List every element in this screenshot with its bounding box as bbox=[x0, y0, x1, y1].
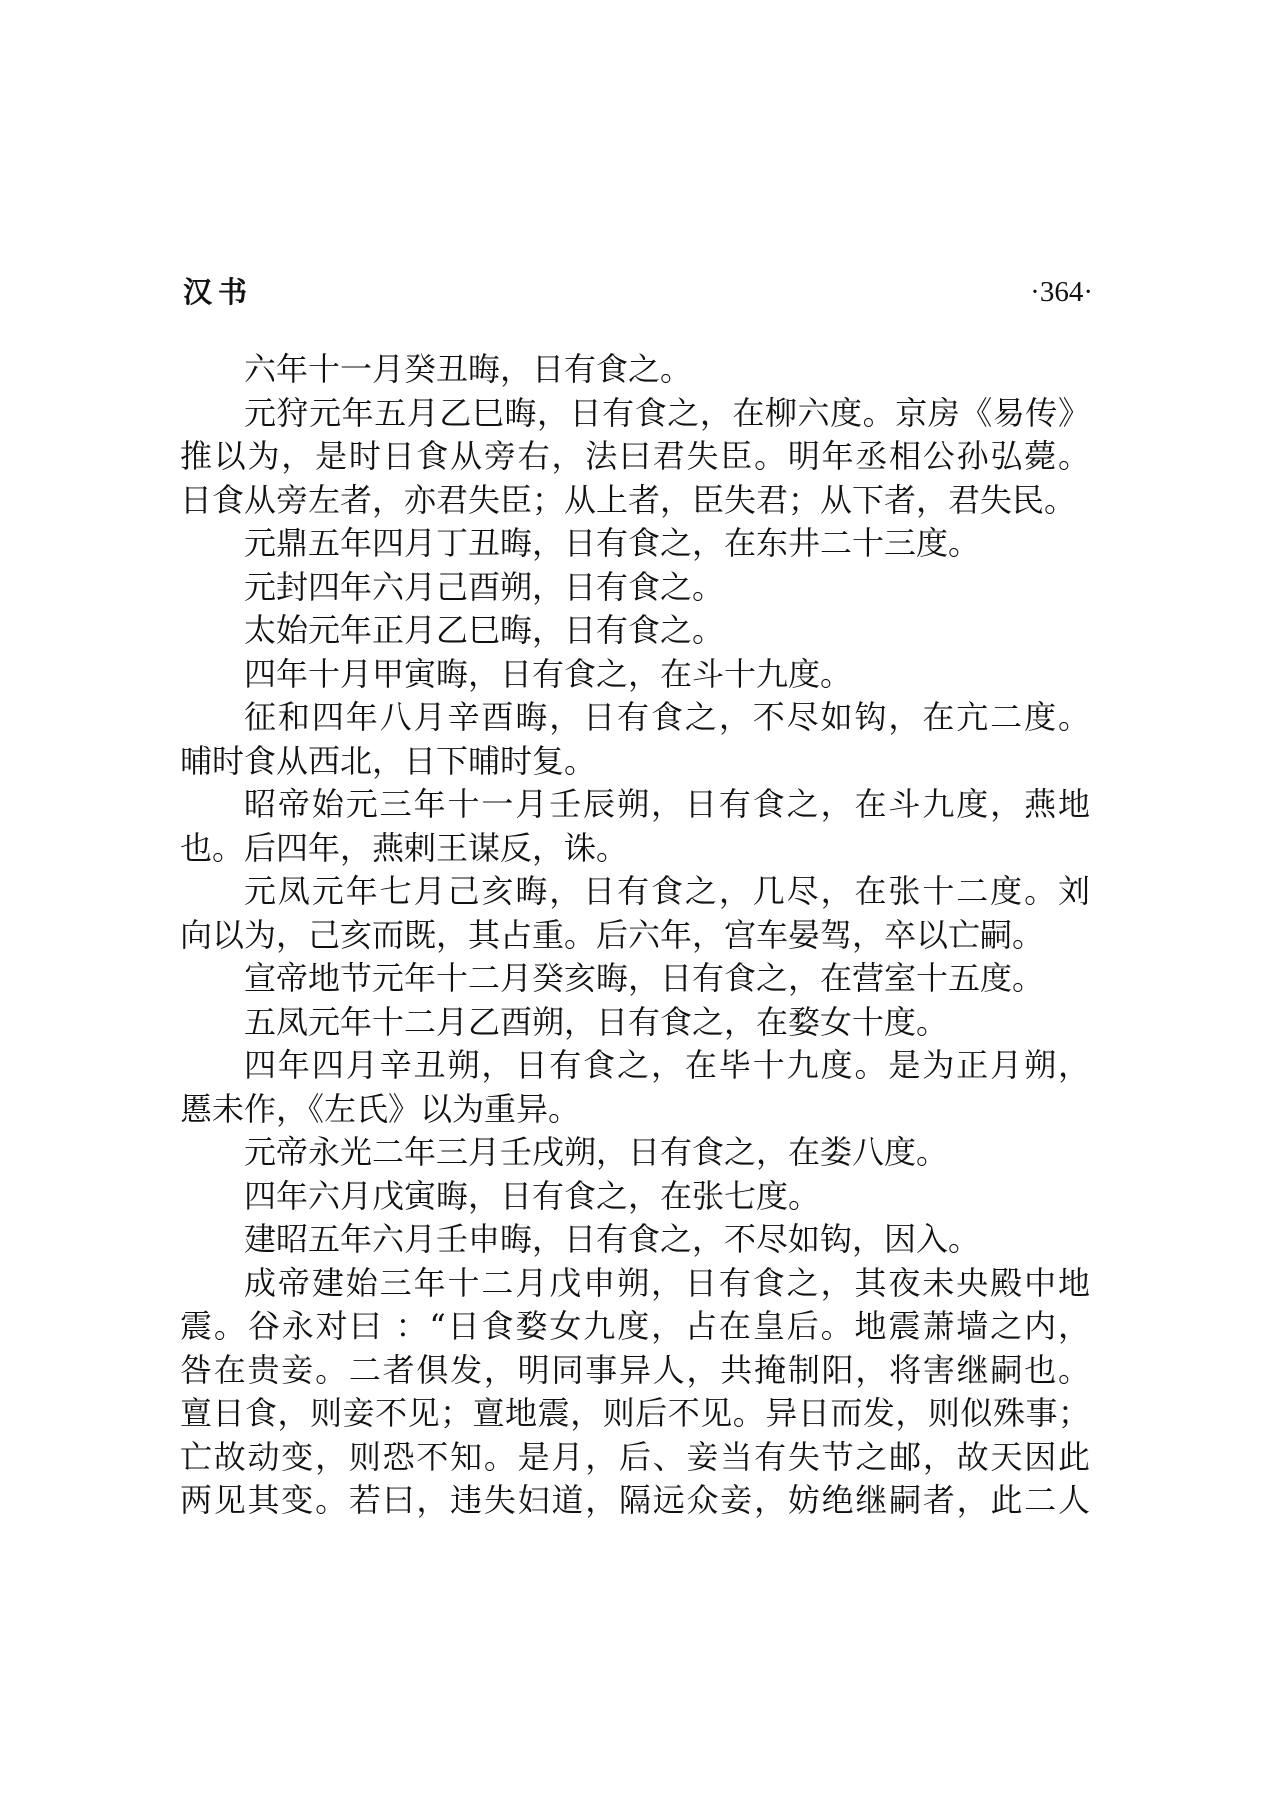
text-line: 四年四月辛丑朔，日有食之，在毕十九度。是为正月朔， bbox=[244, 1046, 1090, 1084]
text-line: 征和四年八月辛酉晦，日有食之，不尽如钩，在亢二度。 bbox=[244, 698, 1090, 736]
text-line: 也。后四年，燕剌王谋反，诛。 bbox=[180, 828, 629, 867]
text-line: 成帝建始三年十二月戊申朔，日有食之，其夜未央殿中地 bbox=[244, 1263, 1090, 1302]
text-line: 亡故动变，则恐不知。是月，后、妾当有失节之邮，故天因此 bbox=[180, 1437, 1090, 1476]
text-line: 六年十一月癸丑晦，日有食之。 bbox=[244, 350, 693, 388]
text-line: 五凤元年十二月乙酉朔，日有食之，在婺女十度。 bbox=[244, 1002, 949, 1041]
text-line: 晡时食从西北，日下晡时复。 bbox=[180, 741, 597, 780]
text-line: 太始元年正月乙巳晦，日有食之。 bbox=[244, 611, 725, 649]
text-line: 四年十月甲寅晦，日有食之，在斗十九度。 bbox=[244, 654, 853, 693]
text-line: 震。谷永对曰 ：“日食婺女九度，占在皇后。地震萧墙之内， bbox=[180, 1307, 1090, 1345]
text-line: 建昭五年六月壬申晦，日有食之，不尽如钩，因入。 bbox=[244, 1220, 981, 1258]
text-line: 日食从旁左者，亦君失臣；从上者，臣失君；从下者，君失民。 bbox=[180, 480, 1077, 519]
book-title: 汉书 bbox=[183, 275, 254, 309]
text-line: 昭帝始元三年十一月壬辰朔，日有食之，在斗九度，燕地 bbox=[244, 785, 1090, 823]
body-text bbox=[180, 348, 1090, 1523]
text-line: 两见其变。若曰，违失妇道，隔远众妾，妨绝继嗣者，此二人 bbox=[180, 1481, 1090, 1519]
text-line: 咎在贵妾。二者俱发，明同事异人，共掩制阳，将害继嗣也。 bbox=[180, 1350, 1090, 1389]
text-line: 宣帝地节元年十二月癸亥晦，日有食之，在营室十五度。 bbox=[244, 959, 1045, 997]
text-line: 元凤元年七月己亥晦，日有食之，几尽，在张十二度。刘 bbox=[244, 872, 1090, 910]
page-number: ·364· bbox=[1030, 276, 1093, 308]
text-line: 元帝永光二年三月壬戌朔，日有食之，在娄八度。 bbox=[244, 1133, 949, 1171]
text-line: 元狩元年五月乙巳晦，日有食之，在柳六度。京房《易传》 bbox=[244, 393, 1090, 432]
text-line: 推以为，是时日食从旁右，法曰君失臣。明年丞相公孙弘薨。 bbox=[180, 437, 1090, 475]
text-line: 四年六月戊寅晦，日有食之，在张七度。 bbox=[244, 1176, 821, 1215]
text-line: 亶日食，则妾不见；亶地震，则后不见。异日而发，则似殊事； bbox=[180, 1394, 1090, 1432]
text-line: 向以为，己亥而既，其占重。后六年，宫车晏驾，卒以亡嗣。 bbox=[180, 915, 1045, 954]
text-line: 慝未作，《左氏》以为重异。 bbox=[180, 1089, 581, 1128]
text-line: 元鼎五年四月丁丑晦，日有食之，在东井二十三度。 bbox=[244, 524, 981, 562]
text-line: 元封四年六月己酉朔，日有食之。 bbox=[244, 567, 725, 606]
